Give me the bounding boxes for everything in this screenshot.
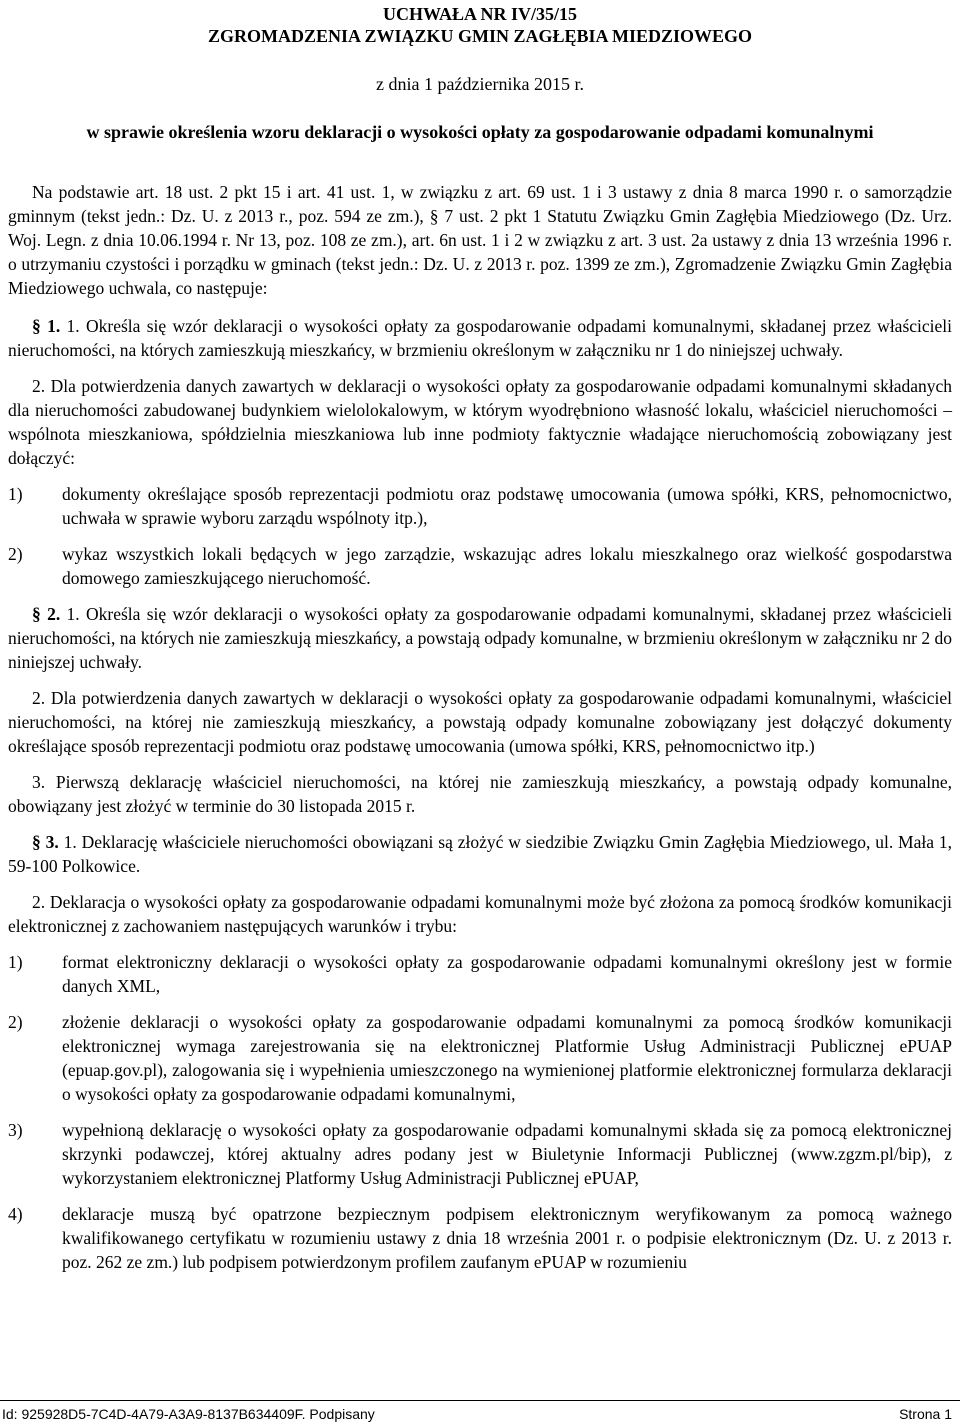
issuing-body: ZGROMADZENIA ZWIĄZKU GMIN ZAGŁĘBIA MIEDZIOWEGO (207, 26, 753, 46)
item-number: 4) (8, 1204, 23, 1224)
document-id: Id: 925928D5-7C4D-4A79-A3A9-8137B634409F. Podpisany (2, 1406, 375, 1422)
section-2-mark: § 2. (32, 604, 61, 624)
item-text: wypełnioną deklarację o wysokości opłaty za gospodarowanie odpadami komunalnymi składa się za pomocą elektronicznej skrzynki podawczej, której aktualny adres podany jest w Biuletynie Informacji Publicznej (www.zgzm.pl/bip), z wykorzystaniem elektronicznej Platformy Usług Administracji Publicznej ePUAP, (62, 1120, 952, 1188)
section-2-para-3: 3. Pierwszą deklarację właściciel nieruchomości, na której nie zamieszkują mieszkańcy, a powstają odpady komunalne, obowiązany jest złożyć w terminie do 30 listopada 2015 r. (8, 772, 952, 816)
document-body (8, 180, 952, 1286)
resolution-date: z dnia 1 października 2015 r. (376, 74, 584, 94)
section-3-para-2: 2. Deklaracja o wysokości opłaty za gospodarowanie odpadami komunalnymi może być złożona za pomocą środków komunikacji elektronicznej z zachowaniem następujących warunków i trybu: (8, 892, 952, 936)
section-3-item-1 (8, 950, 952, 998)
resolution-number: UCHWAŁA NR IV/35/15 (382, 4, 578, 24)
page-number: Strona 1 (899, 1406, 952, 1422)
resolution-subject: w sprawie określenia wzoru deklaracji o wysokości opłaty za gospodarowanie odpadami komunalnymi (86, 122, 874, 142)
item-text: złożenie deklaracji o wysokości opłaty za gospodarowanie odpadami komunalnymi za pomocą środków komunikacji elektronicznej wymaga zarejestrowania się na elektronicznej Platformie Usług Administracji Publicznej ePUAP (epuap.gov.pl), zalogowania się i wypełnienia umieszczonego na wymienionej platformie elektronicznej formularza deklaracji o wysokości opłaty za gospodarowanie odpadami komunalnymi, (62, 1012, 952, 1104)
item-number: 3) (8, 1120, 23, 1140)
item-text: format elektroniczny deklaracji o wysokości opłaty za gospodarowanie odpadami komunalnymi określony jest w formie danych XML, (62, 952, 952, 996)
section-1-para-1 (8, 314, 952, 362)
section-3-para-1 (8, 830, 952, 878)
preamble: Na podstawie art. 18 ust. 2 pkt 15 i art. 41 ust. 1, w związku z art. 69 ust. 1 i 3 ustawy z dnia 8 marca 1990 r. o samorządzie gminnym (tekst jedn.: Dz. U. z 2013 r., poz. 594 ze zm.), § 7 ust. 2 pkt 1 Statutu Związku Gmin Zagłębia Miedziowego (Dz. Urz. Woj. Legn. z dnia 10.06.1994 r. Nr 13, poz. 108 ze zm.), art. 6n ust. 1 i 2 w związku z art. 3 ust. 2a ustawy z dnia 13 września 1996 r. o utrzymaniu czystości i porządku w gminach (tekst jedn.: Dz. U. z 2013 r. poz. 1399 ze zm.), Zgromadzenie Związku Gmin Zagłębia Miedziowego uchwala, co następuje: (8, 182, 952, 298)
section-3-mark: § 3. (32, 832, 59, 852)
item-number: 2) (8, 544, 23, 564)
item-number: 2) (8, 1012, 23, 1032)
item-text: wykaz wszystkich lokali będących w jego zarządzie, wskazując adres lokalu mieszkalnego oraz wielkość gospodarstwa domowego zamieszkującego nieruchomość. (62, 544, 952, 588)
section-1-mark: § 1. (32, 316, 61, 336)
item-text: deklaracje muszą być opatrzone bezpiecznym podpisem elektronicznym weryfikowanym za pomocą ważnego kwalifikowanego certyfikatu w rozumieniu ustawy z dnia 18 września 2001 r. o podpisie elektronicznym (Dz. U. z 2013 r. poz. 262 ze zm.) lub podpisem potwierdzonym profilem zaufanym ePUAP w rozumieniu (62, 1204, 952, 1272)
section-2-para-1 (8, 602, 952, 674)
item-number: 1) (8, 484, 23, 504)
section-3-item-3 (8, 1118, 952, 1190)
section-2-para-1-text: 1. Określa się wzór deklaracji o wysokości opłaty za gospodarowanie odpadami komunalnymi, składanej przez właścicieli nieruchomości, na których nie zamieszkują mieszkańcy, a powstają odpady komunalne, w brzmieniu określonym w załączniku nr 2 do niniejszej uchwały. (8, 604, 953, 672)
item-number: 1) (8, 952, 23, 972)
section-3-item-2 (8, 1010, 952, 1106)
section-3-item-4 (8, 1202, 952, 1274)
section-1-para-2: 2. Dla potwierdzenia danych zawartych w deklaracji o wysokości opłaty za gospodarowanie odpadami komunalnymi składanych dla nieruchomości zabudowanej budynkiem wielolokalowym, w którym wyodrębniono własność lokalu, właściciel nieruchomości – wspólnota mieszkaniowa, spółdzielnia mieszkaniowa lub inne podmioty faktycznie władające nieruchomością zobowiązany jest dołączyć: (8, 376, 952, 468)
section-1-item-2 (8, 542, 952, 590)
section-2-para-2: 2. Dla potwierdzenia danych zawartych w deklaracji o wysokości opłaty za gospodarowanie odpadami komunalnymi, właściciel nieruchomości, na której nie zamieszkują mieszkańcy, a powstają odpady komunalne zobowiązany jest dołączyć dokumenty określające sposób reprezentacji podmiotu oraz podstawę umocowania (umowa spółki, KRS, pełnomocnictwo itp.) (8, 688, 952, 756)
item-text: dokumenty określające sposób reprezentacji podmiotu oraz podstawę umocowania (umowa spółki, KRS, pełnomocnictwo, uchwała w sprawie wyboru zarządu wspólnoty itp.), (62, 484, 952, 528)
section-1-item-1 (8, 482, 952, 530)
section-3-para-1-text: 1. Deklarację właściciele nieruchomości obowiązani są złożyć w siedzibie Związku Gmin Zagłębia Miedziowego, ul. Mała 1, 59-100 Polkowice. (8, 832, 953, 876)
footer-divider (0, 1400, 960, 1401)
section-1-para-1-text: 1. Określa się wzór deklaracji o wysokości opłaty za gospodarowanie odpadami komunalnymi, składanej przez właścicieli nieruchomości, na których zamieszkują mieszkańcy, w brzmieniu określonym w załączniku nr 1 do niniejszej uchwały. (8, 316, 953, 360)
